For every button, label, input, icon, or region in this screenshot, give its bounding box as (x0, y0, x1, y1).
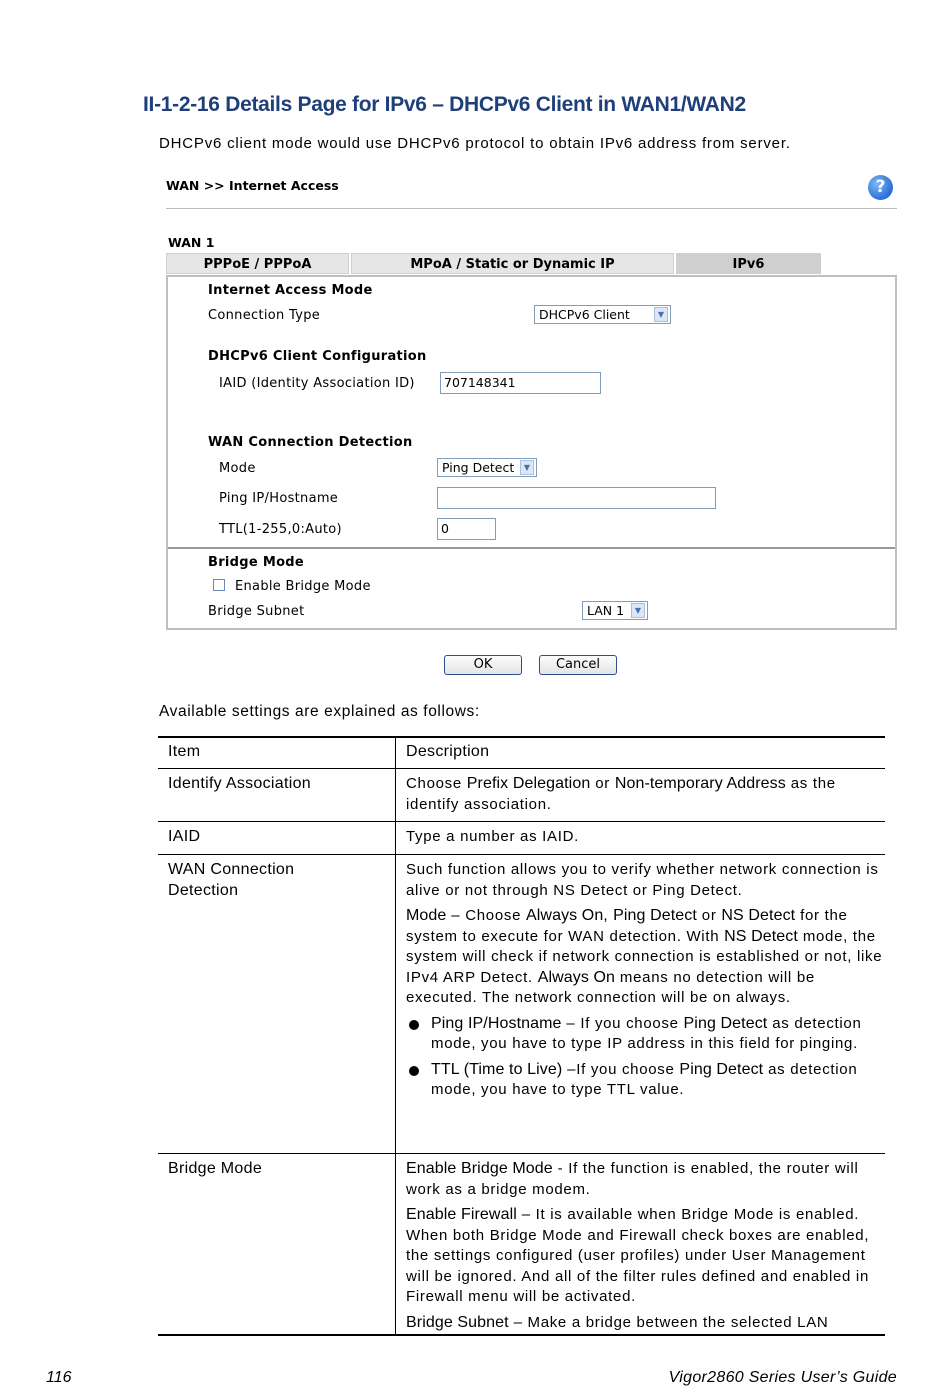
cancel-button[interactable]: Cancel (539, 655, 617, 675)
ttl-input[interactable]: 0 (437, 518, 496, 540)
row-desc-wan-detection: Such function allows you to verify whether network connection is alive or not through NS Detect or Ping Detect. Mode – Choose Always On, Ping Detect or NS Detect for the system to execute for WAN detection. With NS Detect mode, the system will check if network connection is established or not, like IPv4 ARP Detect. Always On means no detection will be executed. The network connection will be on always. Ping IP/Hostname – If you choose Ping Detect as detection mode, you have to type IP address in this field for pinging. TTL (Time to Live) –If you choose Ping Detect as detection mode, you have to type TTL value. (406, 860, 884, 1106)
row-item-iaid: IAID (168, 828, 201, 845)
row-item-identify: Identify Association (168, 775, 311, 792)
help-icon[interactable]: ? (868, 175, 893, 200)
tab-pppoe[interactable]: PPPoE / PPPoA (166, 253, 349, 274)
ok-button[interactable]: OK (444, 655, 522, 675)
table-row-border (158, 854, 885, 855)
mode-value: Ping Detect (442, 460, 515, 475)
ipv6-settings-panel (166, 275, 897, 630)
guide-title: Vigor2860 Series User’s Guide (668, 1369, 897, 1386)
header-item: Item (168, 743, 201, 760)
mode-label: Mode (219, 461, 256, 476)
row-desc-identify: Choose Prefix Delegation or Non-temporary Address as the identify association. (406, 775, 836, 813)
chevron-down-icon: ▼ (654, 307, 668, 322)
dhcpv6-config-heading: DHCPv6 Client Configuration (208, 349, 427, 364)
ping-hostname-label: Ping IP/Hostname (219, 491, 339, 506)
breadcrumb: WAN >> Internet Access (166, 178, 339, 193)
section-title: II-1-2-16 Details Page for IPv6 – DHCPv6 Client in WAN1/WAN2 (143, 93, 746, 116)
available-settings-text: Available settings are explained as follows: (159, 703, 480, 720)
header-description: Description (406, 743, 490, 760)
bullet-icon (409, 1020, 419, 1030)
row-desc-bridge-mode: Enable Bridge Mode - If the function is enabled, the router will work as a bridge modem. Enable Firewall – It is available when Bridge Mode is enabled. When both Bridge Mode and Firewall check boxes are enabled, the settings configured (user profiles) under User Management will be ignored. And all of the filter rules defined and enabled in Firewall menu will be activated. Bridge Subnet – Make a bridge between the selected LAN (406, 1160, 870, 1331)
ping-hostname-input[interactable] (437, 487, 716, 509)
page-number: 116 (46, 1369, 72, 1386)
iaid-label: IAID (Identity Association ID) (219, 376, 415, 391)
ttl-label: TTL(1-255,0:Auto) (219, 522, 342, 537)
iaid-input[interactable]: 707148341 (440, 372, 601, 394)
bullet-ttl: TTL (Time to Live) –If you choose Ping Detect as detection mode, you have to type TTL value. (406, 1060, 884, 1101)
bullet-ping-hostname: Ping IP/Hostname – If you choose Ping Detect as detection mode, you have to type IP address in this field for pinging. (406, 1014, 884, 1055)
bullet-icon (409, 1066, 419, 1076)
connection-type-label: Connection Type (208, 308, 321, 323)
chevron-down-icon: ▼ (520, 460, 534, 475)
wan-detection-heading: WAN Connection Detection (208, 435, 413, 450)
row-item-wan-detection: WAN Connection Detection (168, 861, 295, 899)
internet-access-mode-heading: Internet Access Mode (208, 283, 373, 298)
table-row-border (158, 1153, 885, 1154)
tab-ipv6[interactable]: IPv6 (676, 253, 821, 274)
chevron-down-icon: ▼ (631, 603, 645, 618)
row-desc-iaid: Type a number as IAID. (406, 828, 579, 845)
bridge-subnet-label: Bridge Subnet (208, 604, 305, 619)
enable-bridge-checkbox[interactable] (213, 579, 225, 591)
enable-bridge-label: Enable Bridge Mode (235, 579, 371, 594)
tab-mpoa[interactable]: MPoA / Static or Dynamic IP (351, 253, 674, 274)
table-header-border (158, 768, 885, 769)
wan-label: WAN 1 (168, 235, 215, 250)
connection-type-value: DHCPv6 Client (539, 307, 630, 322)
bridge-subnet-value: LAN 1 (587, 603, 625, 618)
mode-select[interactable] (437, 458, 537, 477)
table-column-divider (395, 737, 396, 1335)
bridge-subnet-select[interactable] (582, 601, 648, 620)
tab-bar (166, 253, 823, 275)
intro-text: DHCPv6 client mode would use DHCPv6 protocol to obtain IPv6 address from server. (159, 135, 791, 152)
connection-type-select[interactable] (534, 305, 671, 324)
bridge-mode-heading: Bridge Mode (208, 555, 305, 570)
table-top-border (158, 736, 885, 738)
row-item-bridge-mode: Bridge Mode (168, 1160, 263, 1177)
panel-divider (168, 547, 895, 549)
table-row-border (158, 821, 885, 822)
breadcrumb-divider (166, 208, 897, 209)
